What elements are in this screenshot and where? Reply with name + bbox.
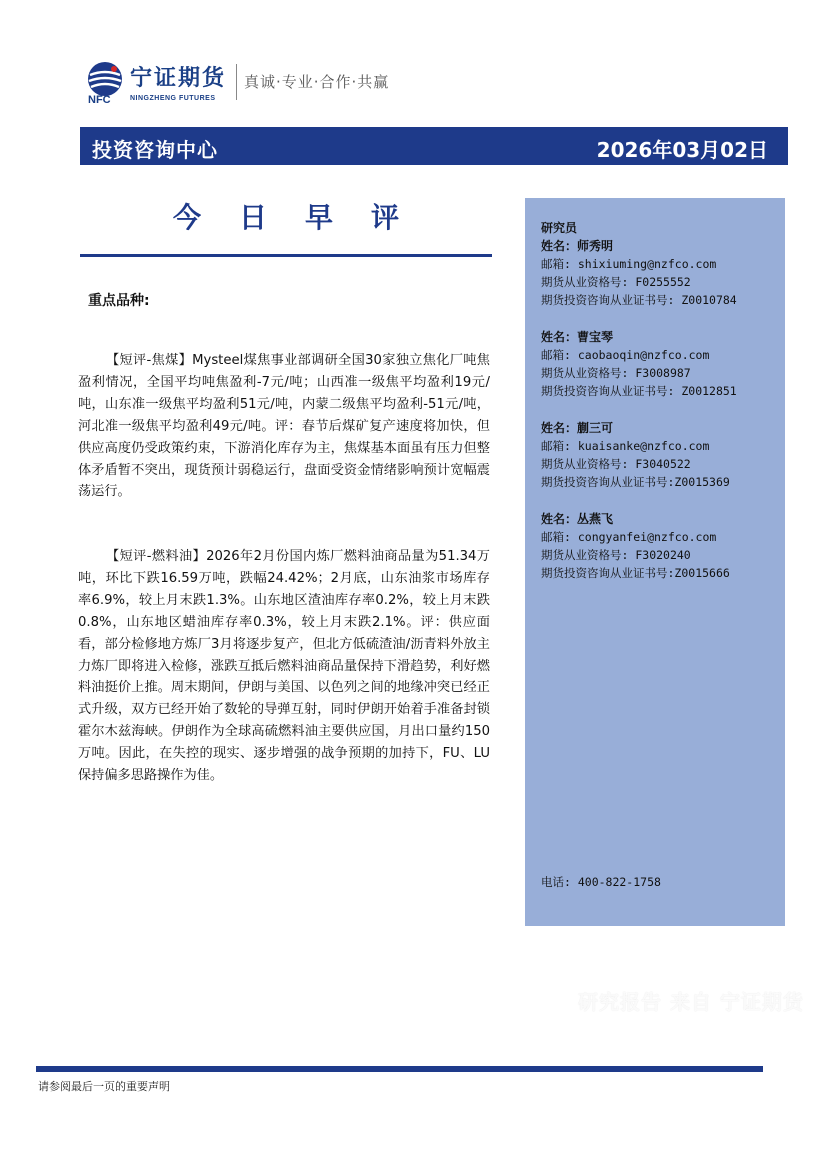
footer-divider (36, 1066, 763, 1072)
article-coking-coal: 【短评-焦煤】Mysteel煤焦事业部调研全国30家独立焦化厂吨焦盈利情况，全国平均吨焦盈利-7元/吨；山西准一级焦平均盈利19元/吨，山东准一级焦平均盈利51元/吨，内蒙二级焦平均盈利-51元/吨，河北准一级焦平均盈利49元/吨。评：春节后煤矿复产速度将加快，但供应高度仍受政策约束，下游消化库存为主，焦煤基本面虽有压力但整体矛盾暂不突出，现货预计弱稳运行，盘面受资金情绪影响预计宽幅震荡运行。 (78, 353, 490, 500)
header-bar (80, 127, 788, 165)
brand-abbr: NFC (88, 94, 111, 106)
section-label: 重点品种: (88, 293, 150, 309)
nfc-globe-icon (86, 60, 124, 98)
researcher-qualification: 期货从业资格号: F3008987 (541, 366, 691, 380)
report-date: 2026年03月02日 (596, 138, 768, 162)
researcher-name: 姓名：曹宝琴 (541, 330, 614, 344)
sidebar-heading: 研究员 (541, 221, 578, 235)
researcher-sidebar (525, 198, 785, 926)
researcher-email[interactable]: 邮箱: congyanfei@nzfco.com (541, 530, 717, 544)
researcher-qualification: 期货从业资格号: F0255552 (541, 275, 691, 289)
researcher-qualification: 期货从业资格号: F3020240 (541, 548, 691, 562)
researcher-certificate: 期货投资咨询从业证书号: Z0012851 (541, 384, 737, 398)
brand-slogan: 真诚·专业·合作·共赢 (244, 73, 390, 91)
researcher-name: 姓名：蒯三可 (541, 421, 614, 435)
researcher-certificate: 期货投资咨询从业证书号: Z0010784 (541, 293, 737, 307)
researcher-email[interactable]: 邮箱: shixiuming@nzfco.com (541, 257, 717, 271)
researcher-certificate: 期货投资咨询从业证书号:Z0015369 (541, 475, 730, 489)
title-divider (80, 254, 492, 257)
company-logo (86, 60, 236, 106)
logo-divider (236, 64, 237, 100)
researcher-qualification: 期货从业资格号: F3040522 (541, 457, 691, 471)
brand-name-cn: 宁证期货 (130, 66, 227, 91)
researcher-name: 姓名：师秀明 (541, 239, 614, 253)
page-title: 今日早评 (172, 201, 437, 234)
brand-name-en: NINGZHENG FUTURES (130, 95, 216, 102)
department-name: 投资咨询中心 (92, 138, 218, 162)
article-fuel-oil: 【短评-燃料油】2026年2月份国内炼厂燃料油商品量为51.34万吨，环比下跌16.59万吨，跌幅24.42%；2月底，山东油浆市场库存率6.9%，较上月末跌1.3%。山东地区渣油库存率0.2%，较上月末跌0.8%，山东地区蜡油库存率0.3%，较上月末跌2.1%。评：供应面看，部分检修地方炼厂3月将逐步复产，但北方低硫渣油/沥青料外放主力炼厂即将进入检修，涨跌互抵后燃料油商品量保持下滑趋势，利好燃料油挺价上推。周末期间，伊朗与美国、以色列之间的地缘冲突已经正式升级，双方已经开始了数轮的导弹互射，同时伊朗开始着手准备封锁霍尔木兹海峡。伊朗作为全球高硫燃料油主要供应国，月出口量约150万吨。因此，在失控的现实、逐步增强的战争预期的加持下，FU、LU保持偏多思路操作为佳。 (78, 549, 490, 784)
researcher-certificate: 期货投资咨询从业证书号:Z0015666 (541, 566, 730, 580)
contact-phone: 电话: 400-822-1758 (541, 875, 661, 889)
researcher-email[interactable]: 邮箱: caobaoqin@nzfco.com (541, 348, 710, 362)
researcher-name: 姓名：丛燕飞 (541, 512, 614, 526)
researcher-email[interactable]: 邮箱: kuaisanke@nzfco.com (541, 439, 710, 453)
footer-disclaimer[interactable]: 请参阅最后一页的重要声明 (38, 1080, 170, 1093)
watermark: 研究报告 来自 宁证期货 (578, 990, 804, 1014)
